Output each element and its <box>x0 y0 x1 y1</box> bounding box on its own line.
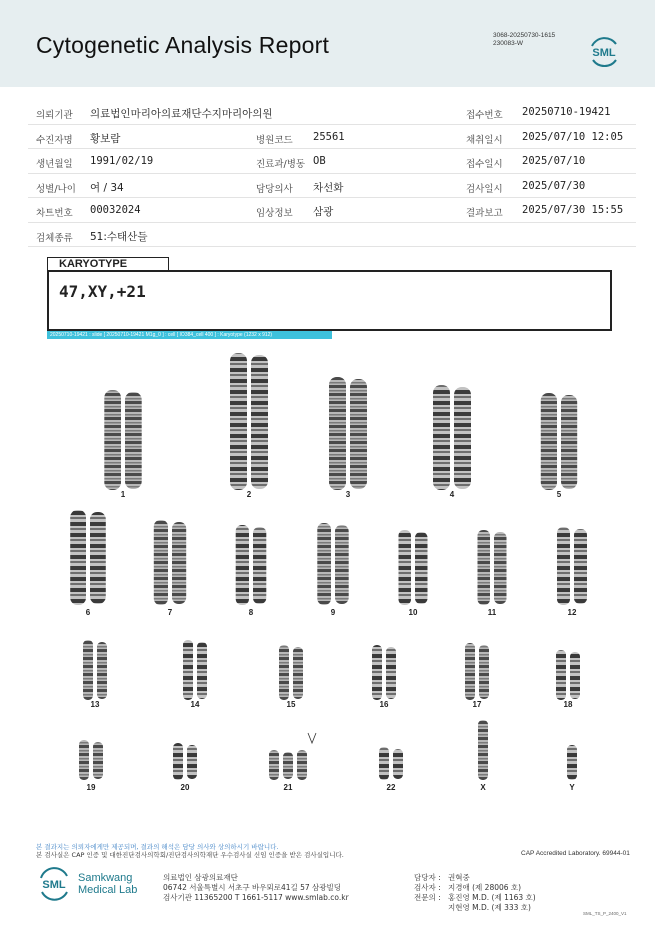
info-value: 2025/07/10 <box>522 155 586 167</box>
info-value: 차선화 <box>313 181 344 194</box>
chromosome-15 <box>279 645 289 700</box>
info-label: 의뢰기관 <box>36 110 73 121</box>
chromosome-2 <box>251 355 268 489</box>
chromosome-4 <box>433 385 450 490</box>
document-id <box>493 32 555 48</box>
staff-info <box>414 873 536 913</box>
info-label: 검체종류 <box>36 232 73 244</box>
info-value: OB <box>313 155 326 167</box>
info-label: 진료과/병동 <box>256 159 306 170</box>
chromosome-13 <box>97 642 107 699</box>
chromosome-X <box>478 720 488 780</box>
staff-label: 검사자 : <box>414 883 441 892</box>
addr-line3: 검사기관 11365200 T 1661-5117 www.smlab.co.kr <box>163 893 349 902</box>
chromosome-21 <box>269 750 279 780</box>
info-row <box>28 198 636 223</box>
sml-footer-logo <box>36 866 72 902</box>
chromosome-6 <box>70 510 86 605</box>
karyotype-tab: KARYOTYPE <box>47 257 169 271</box>
chromosome-label: 12 <box>567 608 577 617</box>
chromosome-16 <box>386 647 396 699</box>
cap-accreditation: CAP Accredited Laboratory. 69944-01 <box>521 850 630 857</box>
chromosome-label: 4 <box>449 490 455 499</box>
info-row <box>28 125 636 150</box>
form-version: SML_TS_P_2400_V1 <box>583 911 627 916</box>
chromosome-9 <box>335 525 349 604</box>
chromosome-9 <box>317 523 331 605</box>
chromosome-6 <box>90 512 106 604</box>
chromosome-10 <box>399 530 412 605</box>
chromosome-label: 8 <box>248 608 254 617</box>
staff-value: 지경애 (제 28006 호) <box>448 883 522 892</box>
report-title: Cytogenetic Analysis Report <box>36 32 330 58</box>
chromosome-3 <box>329 377 346 490</box>
chromosome-label: 3 <box>345 490 351 499</box>
staff-label: 담당자 : <box>414 873 441 882</box>
lab-address <box>163 873 349 903</box>
chromosome-label: 11 <box>487 608 497 617</box>
chromosome-label: 19 <box>86 783 96 792</box>
chromosome-1 <box>104 390 121 490</box>
chromosome-label: 16 <box>379 700 389 709</box>
chromosome-Y <box>567 745 577 780</box>
chromosome-4 <box>454 387 471 489</box>
info-value: 20250710-19421 <box>522 106 611 118</box>
info-value: 삼광 <box>313 206 334 218</box>
chromosome-label: 6 <box>85 608 91 617</box>
brand-line1: Samkwang <box>78 872 133 884</box>
chromosome-12 <box>574 529 587 604</box>
addr-line2: 06742 서울특별시 서초구 바우뫼로41길 57 삼광빌딩 <box>163 883 342 892</box>
chromosome-label: X <box>480 783 486 792</box>
info-value: 2025/07/10 12:05 <box>522 130 624 143</box>
info-row <box>28 174 636 199</box>
karyotype-result: 47,XY,+21 <box>59 282 146 301</box>
chromosome-16 <box>372 645 382 700</box>
chromosome-shapes <box>70 353 587 780</box>
info-label: 병원코드 <box>256 134 293 146</box>
info-row <box>28 223 636 248</box>
info-label: 생년월일 <box>36 159 73 170</box>
info-label: 수진자명 <box>36 134 73 146</box>
chromosome-21 <box>297 750 307 780</box>
info-label: 담당의사 <box>256 183 293 195</box>
info-label: 검사일시 <box>466 183 503 195</box>
staff-value: 지현영 M.D. (제 333 호) <box>448 903 531 912</box>
info-value: 51:수태산들 <box>90 230 148 243</box>
chromosome-20 <box>173 743 183 780</box>
chromosome-12 <box>557 527 570 605</box>
karyogram-image <box>0 345 655 800</box>
chromosome-label: 9 <box>330 608 336 617</box>
chromosome-13 <box>83 640 93 700</box>
chromosome-14 <box>197 642 207 699</box>
chromosome-label: 14 <box>190 700 200 709</box>
notice-dark: 본 검사실은 CAP 인증 및 대한진단검사의학회/진단검사의학재단 우수검사실 신임 인증을 받은 검사실입니다. <box>36 851 344 859</box>
chromosome-label: 1 <box>120 490 126 499</box>
sml-logo-text: SML <box>592 47 616 59</box>
chromosome-5 <box>541 393 557 490</box>
info-value: 00032024 <box>90 204 141 216</box>
info-label: 차트번호 <box>36 208 73 219</box>
notice-blue: 본 결과지는 의뢰자에게만 제공되며, 결과의 해석은 담당 의사와 상의하시기 바랍니다. <box>36 843 279 851</box>
chromosome-14 <box>183 640 193 700</box>
chromosome-label: 13 <box>90 700 100 709</box>
doc-id-line2: 230083-W <box>493 40 523 47</box>
chromosome-3 <box>350 379 367 489</box>
brand-name <box>78 872 137 896</box>
chromosome-label: Y <box>569 783 575 792</box>
chromosome-8 <box>253 527 266 604</box>
chromosome-label: 22 <box>386 783 396 792</box>
chromosome-22 <box>393 749 403 779</box>
chromosome-label: 10 <box>408 608 418 617</box>
chromosome-10 <box>415 532 428 604</box>
chromosome-7 <box>172 522 186 604</box>
chromosome-19 <box>79 740 89 780</box>
chromosome-20 <box>187 745 197 779</box>
arrow-icon <box>308 733 316 743</box>
sml-logo <box>586 34 622 70</box>
info-label: 채취일시 <box>466 134 503 146</box>
addr-line1: 의료법인 삼광의료재단 <box>163 873 238 882</box>
info-value: 2025/07/30 <box>522 179 586 192</box>
chromosome-label: 5 <box>556 490 562 499</box>
chromosome-label: 7 <box>167 608 173 617</box>
chromosome-5 <box>561 395 577 489</box>
doc-id-line1: 3068-20250730-1615 <box>493 32 556 39</box>
chromosome-22 <box>379 747 389 780</box>
chromosome-17 <box>479 645 489 699</box>
report-header <box>0 0 655 87</box>
chromosome-label: 18 <box>563 700 573 709</box>
patient-info <box>28 100 636 247</box>
chromosome-21 <box>283 752 293 779</box>
info-value: 25561 <box>313 130 345 143</box>
info-row <box>28 100 636 125</box>
karyotype-result-box <box>47 270 612 331</box>
chromosome-15 <box>293 647 303 699</box>
chromosome-11 <box>478 530 491 605</box>
info-label: 접수일시 <box>466 159 503 170</box>
brand-line2: Medical Lab <box>78 884 138 896</box>
chromosome-1 <box>125 392 142 489</box>
slide-info-strip: 20250710-19421 : slide [ 20250710-19421 M1g_0 ] : cell [ IO384_cell 400 ] : Karyotype (1232 x 912) <box>47 331 332 339</box>
chromosome-label: 17 <box>472 700 482 709</box>
chromosome-18 <box>570 652 580 699</box>
info-label: 결과보고 <box>466 208 503 219</box>
staff-label: 전문의 : <box>414 893 441 902</box>
chromosome-7 <box>154 520 168 605</box>
chromosome-label: 21 <box>283 783 293 792</box>
staff-value: 권혁중 <box>448 873 470 882</box>
info-value: 1991/02/19 <box>90 155 154 167</box>
info-value: 의료법인마리아의료재단수지마리아의원 <box>90 108 273 120</box>
chromosome-19 <box>93 742 103 779</box>
chromosome-11 <box>494 532 507 604</box>
chromosome-17 <box>465 643 475 700</box>
info-value: 2025/07/30 15:55 <box>522 204 624 216</box>
chromosome-label: 2 <box>246 490 252 499</box>
chromosome-8 <box>236 525 249 605</box>
chromosome-18 <box>556 650 566 700</box>
info-value: 황보람 <box>90 132 121 145</box>
staff-value: 홍진영 M.D. (제 1163 호) <box>448 893 536 902</box>
chromosome-label: 20 <box>180 783 190 792</box>
info-value: 여 / 34 <box>90 181 124 194</box>
chromosome-2 <box>230 353 247 490</box>
info-row <box>28 149 636 174</box>
info-label: 접수번호 <box>466 110 503 121</box>
chromosome-label: 15 <box>286 700 296 709</box>
info-label: 성별/나이 <box>36 183 76 195</box>
footer-logo-text: SML <box>42 879 66 891</box>
info-label: 임상정보 <box>256 208 293 219</box>
